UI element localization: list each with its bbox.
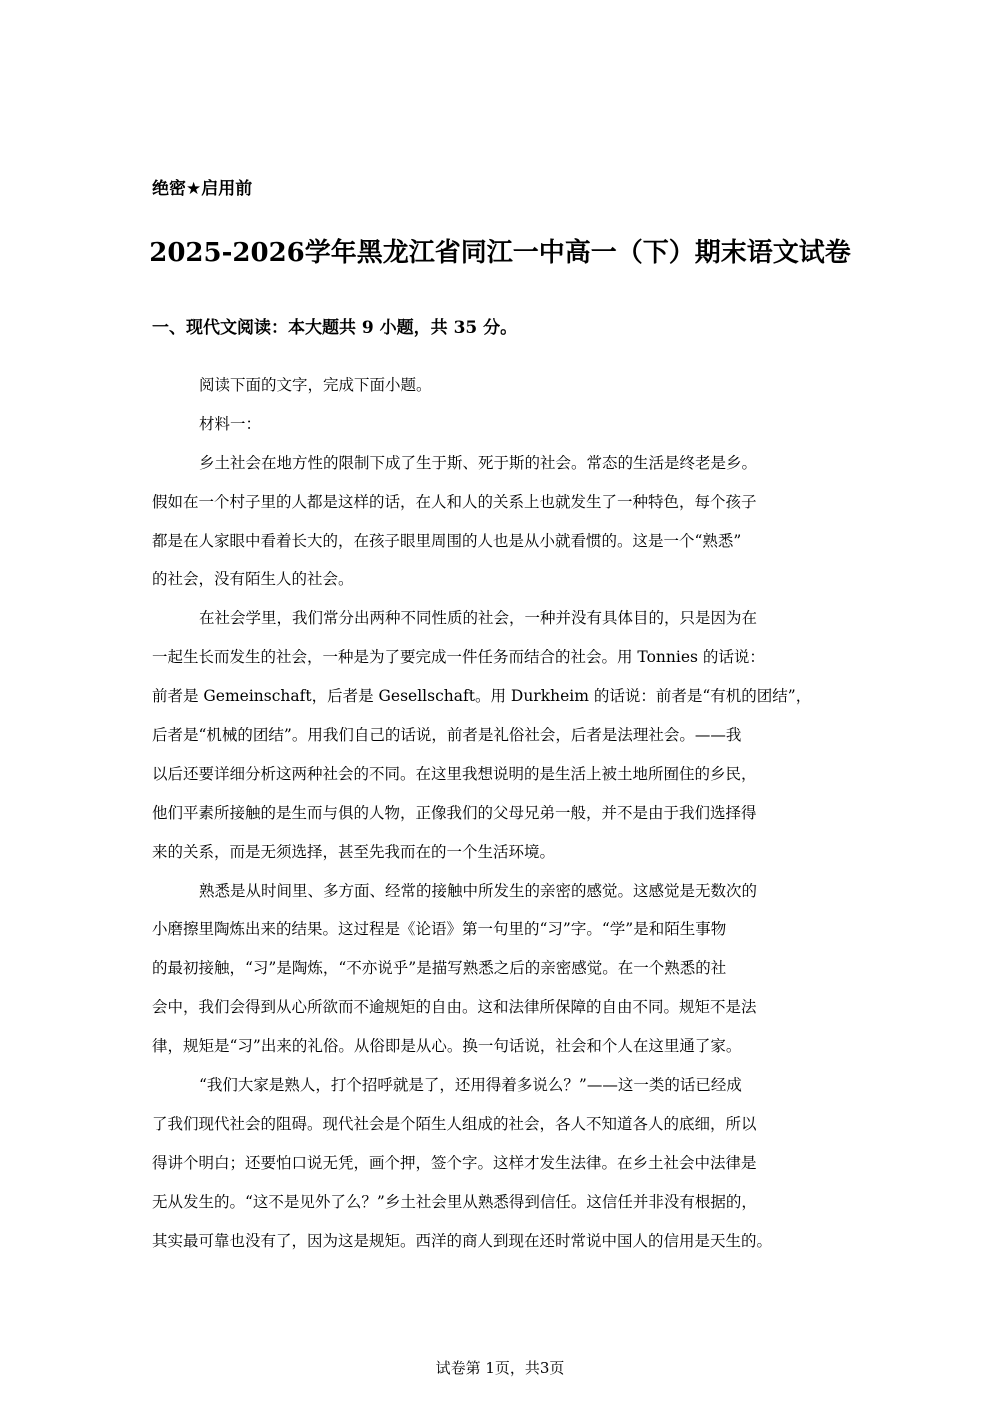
passage-line: 后者是“机械的团结”。用我们自己的话说，前者是礼俗社会，后者是法理社会。——我	[152, 726, 742, 745]
passage-line: 了我们现代社会的阻碍。现代社会是个陌生人组成的社会，各人不知道各人的底细，所以	[152, 1114, 757, 1133]
reading-passage	[152, 366, 852, 1260]
passage-line: 的社会，没有陌生人的社会。	[152, 570, 354, 589]
passage-line: 熟悉是从时间里、多方面、经常的接触中所发生的亲密的感觉。这感觉是无数次的	[199, 881, 758, 900]
passage-line: 的最初接触，“习”是陶炼，“不亦说乎”是描写熟悉之后的亲密感觉。在一个熟悉的社	[152, 959, 727, 978]
passage-line: 无从发生的。“这不是见外了么？”乡土社会里从熟悉得到信任。这信任并非没有根据的，	[152, 1192, 757, 1211]
passage-line: 小磨擦里陶炼出来的结果。这过程是《论语》第一句里的“习”字。“学”是和陌生事物	[152, 920, 727, 939]
section-heading: 一、现代文阅读：本大题共 9 小题，共 35 分。	[152, 318, 518, 338]
passage-line: “我们大家是熟人，打个招呼就是了，还用得着多说么？”——这一类的话已经成	[199, 1076, 742, 1095]
passage-line: 会中，我们会得到从心所欲而不逾规矩的自由。这和法律所保障的自由不同。规矩不是法	[152, 998, 757, 1017]
passage-line: 他们平素所接触的是生而与俱的人物，正像我们的父母兄弟一般，并不是由于我们选择得	[152, 803, 757, 822]
passage-line: 来的关系，而是无须选择，甚至先我而在的一个生活环境。	[152, 842, 556, 861]
passage-line: 以后还要详细分析这两种社会的不同。在这里我想说明的是生活上被土地所囿住的乡民，	[152, 764, 757, 783]
confidential-mark: 绝密★启用前	[152, 179, 253, 199]
exam-title: 2025-2026学年黑龙江省同江一中高一（下）期末语文试卷	[149, 238, 851, 268]
passage-line: 一起生长而发生的社会，一种是为了要完成一件任务而结合的社会。用 Tonnies 的话说：	[152, 648, 765, 667]
passage-line: 律，规矩是“习”出来的礼俗。从俗即是从心。换一句话说，社会和个人在这里通了家。	[152, 1037, 742, 1056]
passage-line: 都是在人家眼中看着长大的，在孩子眼里周围的人也是从小就看惯的。这是一个“熟悉”	[152, 531, 742, 550]
material-label: 材料一：	[199, 414, 262, 433]
passage-line: 前者是 Gemeinschaft，后者是 Gesellschaft。用 Durkheim 的话说：前者是“有机的团结”，	[152, 687, 812, 706]
page-number: 试卷第 1页，共3页	[435, 1359, 565, 1377]
passage-line: 其实最可靠也没有了，因为这是规矩。西洋的商人到现在还时常说中国人的信用是天生的。	[152, 1231, 773, 1250]
passage-line: 乡土社会在地方性的限制下成了生于斯、死于斯的社会。常态的生活是终老是乡。	[199, 453, 758, 472]
passage-line: 在社会学里，我们常分出两种不同性质的社会，一种并没有具体目的，只是因为在	[199, 609, 758, 628]
passage-instruction: 阅读下面的文字，完成下面小题。	[199, 376, 432, 394]
passage-line: 假如在一个村子里的人都是这样的话，在人和人的关系上也就发生了一种特色，每个孩子	[152, 492, 757, 511]
passage-line: 得讲个明白；还要怕口说无凭，画个押，签个字。这样才发生法律。在乡土社会中法律是	[152, 1153, 757, 1172]
